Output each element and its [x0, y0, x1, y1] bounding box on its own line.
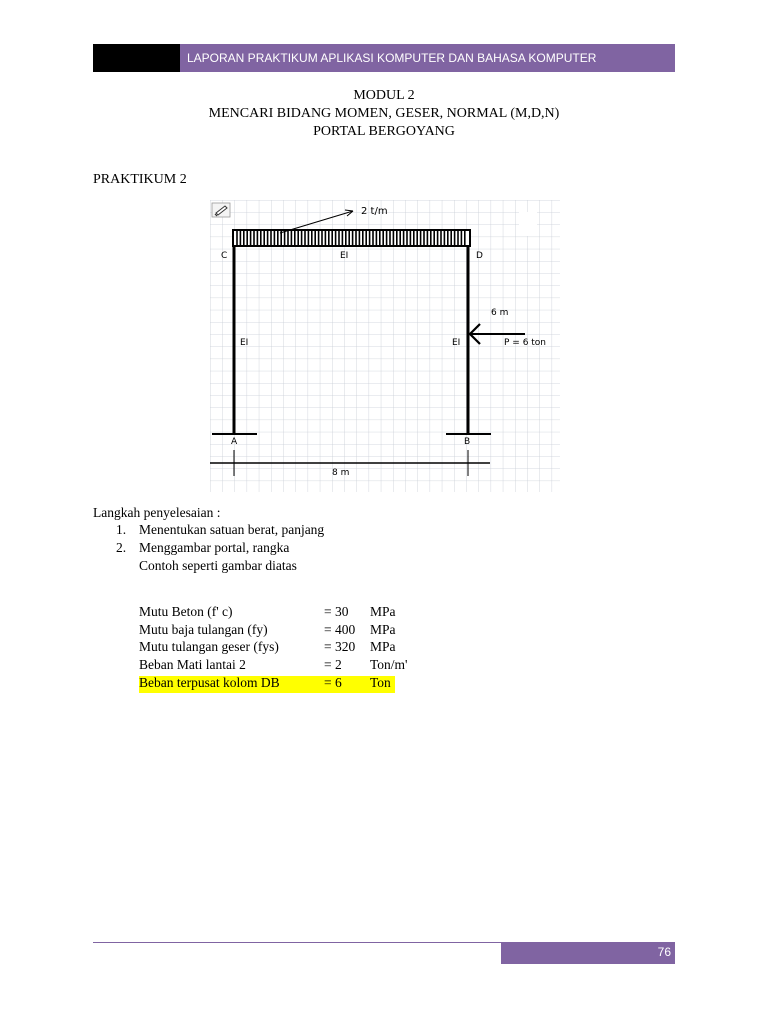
- property-value: = 30: [324, 604, 349, 619]
- property-unit: Ton: [370, 675, 391, 690]
- property-label: Mutu tulangan geser (fys): [139, 639, 279, 654]
- property-unit: MPa: [370, 604, 396, 619]
- property-value: = 400: [324, 622, 356, 637]
- property-label: Mutu Beton (f' c): [139, 604, 233, 619]
- step-note: Contoh seperti gambar diatas: [139, 558, 297, 573]
- header-title: LAPORAN PRAKTIKUM APLIKASI KOMPUTER DAN BAHASA KOMPUTER: [187, 51, 597, 65]
- span-label: 8 m: [332, 468, 350, 478]
- module-topic: PORTAL BERGOYANG: [313, 124, 455, 139]
- step-text: Menentukan satuan berat, panjang: [139, 522, 325, 537]
- right-column-ei-label: EI: [452, 338, 461, 348]
- node-d-label: D: [476, 251, 483, 261]
- node-b-label: B: [464, 437, 471, 447]
- step-number: 2.: [116, 540, 127, 555]
- step-number: 1.: [116, 522, 127, 537]
- property-label: Beban terpusat kolom DB: [139, 675, 280, 690]
- portal-frame-figure: [210, 200, 560, 492]
- property-label: Mutu baja tulangan (fy): [139, 622, 268, 637]
- property-unit: Ton/m': [370, 657, 408, 672]
- left-column-ei-label: EI: [240, 338, 249, 348]
- module-title: MODUL 2: [353, 88, 415, 103]
- module-subtitle: MENCARI BIDANG MOMEN, GESER, NORMAL (M,D,N): [208, 106, 560, 121]
- footer-line: [93, 942, 501, 943]
- step-text: Menggambar portal, rangka: [139, 540, 290, 555]
- node-c-label: C: [221, 251, 228, 261]
- grid-gap: [519, 212, 537, 236]
- property-value: = 2: [324, 657, 342, 672]
- property-value: = 6: [324, 675, 342, 690]
- property-unit: MPa: [370, 639, 396, 654]
- property-value: = 320: [324, 639, 356, 654]
- header-black-bar: [93, 44, 180, 72]
- node-a-label: A: [231, 437, 238, 447]
- steps-heading: Langkah penyelesaian :: [93, 505, 221, 520]
- height-label: 6 m: [491, 308, 509, 318]
- property-label: Beban Mati lantai 2: [139, 657, 246, 672]
- paint-icon: [212, 203, 230, 217]
- load-label: 2 t/m: [361, 206, 388, 217]
- section-heading: PRAKTIKUM 2: [93, 172, 187, 187]
- force-label: P = 6 ton: [504, 338, 547, 348]
- page-number: 76: [657, 945, 671, 959]
- property-unit: MPa: [370, 622, 396, 637]
- beam-ei-label: EI: [340, 251, 349, 261]
